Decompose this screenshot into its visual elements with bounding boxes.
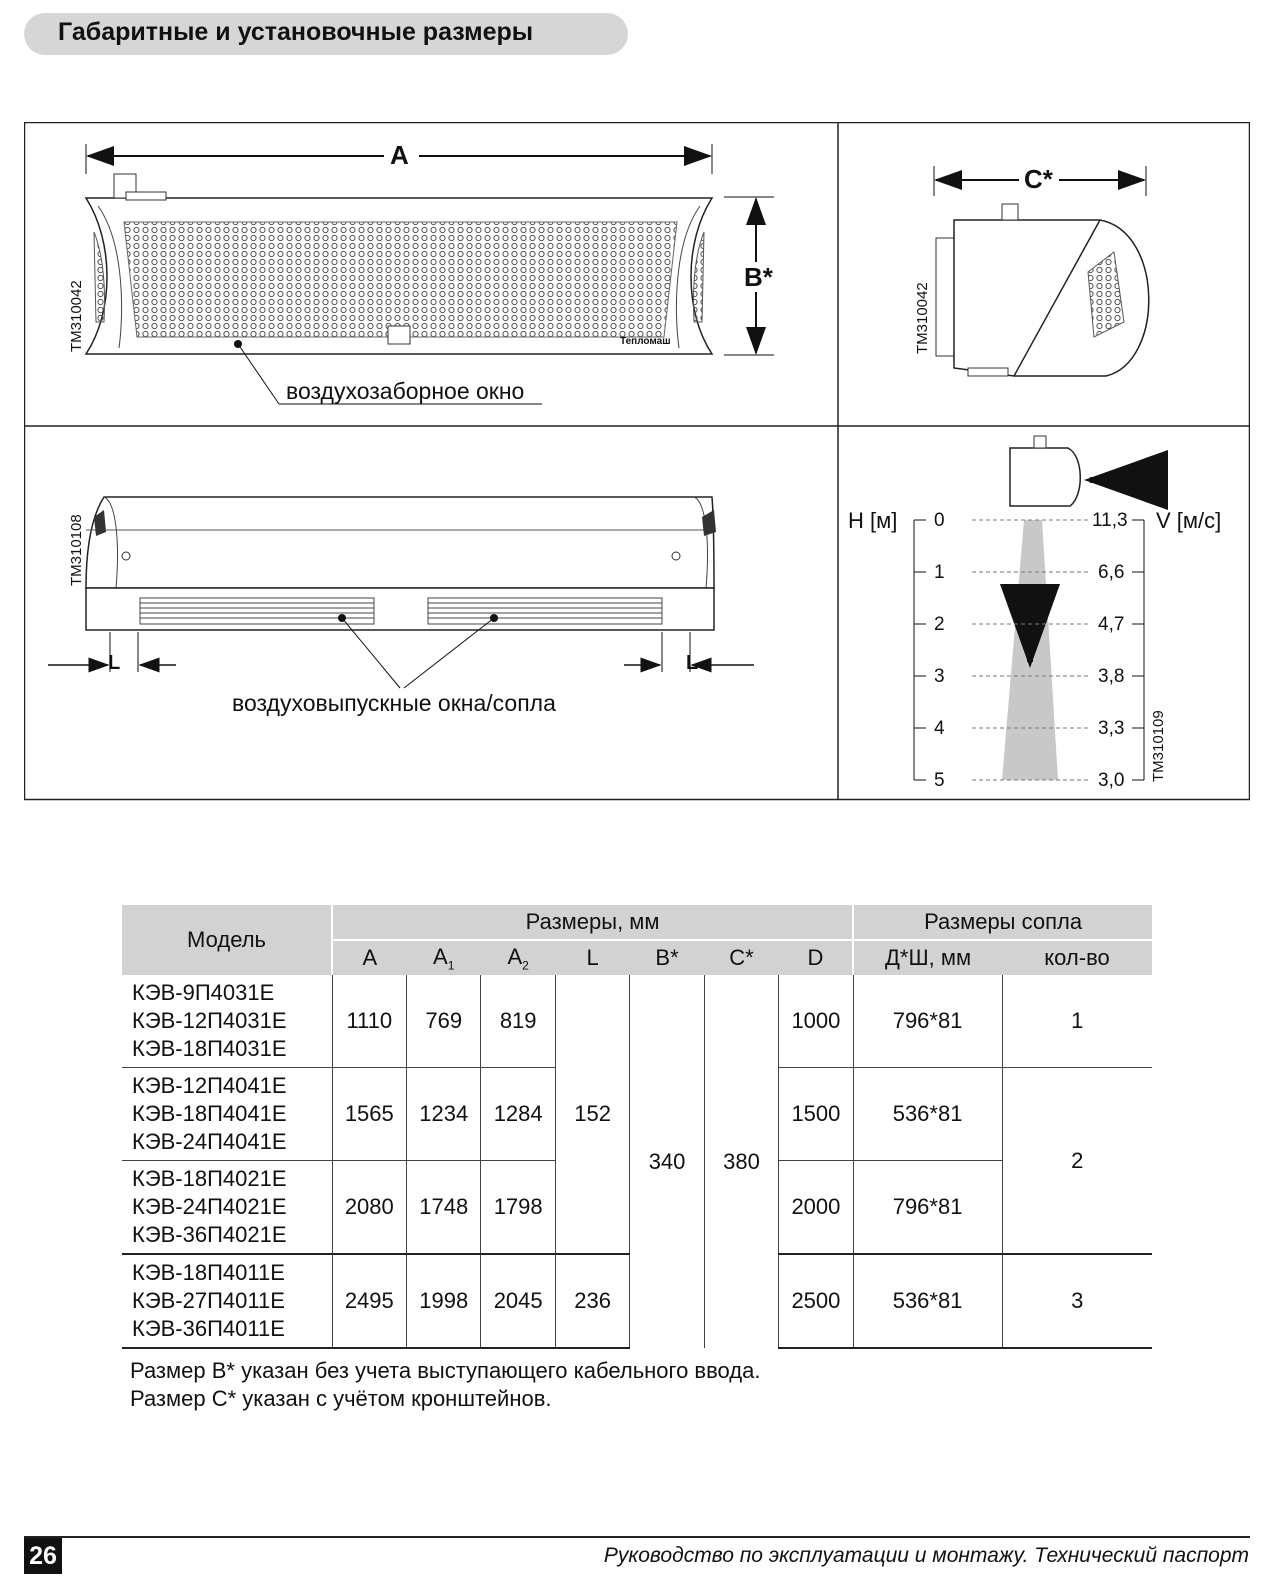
dimensions-table xyxy=(122,905,1152,1349)
graph-h-tick: 2 xyxy=(934,614,945,635)
cell-qty: 2 xyxy=(1002,1068,1152,1255)
cell-l: 152 xyxy=(555,975,629,1254)
model-cell: КЭВ-18П4011E КЭВ-27П4011E КЭВ-36П4011E xyxy=(122,1254,332,1348)
cell-a: 1565 xyxy=(332,1068,406,1161)
dimension-c-label: C* xyxy=(1024,164,1053,194)
cell-a: 2495 xyxy=(332,1254,406,1348)
col-l: L xyxy=(555,940,629,975)
drawing-code-front: ТМ310042 xyxy=(68,280,85,352)
header-model: Модель xyxy=(122,905,332,975)
cell-qty: 1 xyxy=(1002,975,1152,1068)
dimension-l-right: L xyxy=(686,652,699,674)
cell-dw: 796*81 xyxy=(853,975,1002,1068)
graph-v-tick: 3,3 xyxy=(1098,718,1125,739)
cell-d: 2500 xyxy=(779,1254,853,1348)
cell-a1: 1234 xyxy=(407,1068,481,1161)
col-a2: $A_2$ xyxy=(481,940,555,975)
cell-dw: 536*81 xyxy=(853,1068,1002,1161)
cell-a2: 2045 xyxy=(481,1254,555,1348)
graph-h-tick: 4 xyxy=(934,718,945,739)
col-a1: $A_1$ xyxy=(407,940,481,975)
cell-b: 340 xyxy=(630,975,704,1348)
cell-qty: 3 xyxy=(1002,1254,1152,1348)
cell-a: 1110 xyxy=(332,975,406,1068)
header-sizes: Размеры, мм xyxy=(332,905,853,940)
drawing-code-graph: ТМ310109 xyxy=(1150,710,1167,782)
graph-h-tick: 0 xyxy=(934,510,945,531)
cell-a2: 1798 xyxy=(481,1161,555,1255)
cell-a: 2080 xyxy=(332,1161,406,1255)
cell-a1: 769 xyxy=(407,975,481,1068)
graph-v-tick: 3,8 xyxy=(1098,666,1125,687)
note-c: Размер C* указан с учётом кронштейнов. xyxy=(130,1386,552,1411)
dimension-l-left: L xyxy=(108,652,121,674)
graph-height-label: H [м] xyxy=(848,508,898,533)
dimension-figure xyxy=(24,122,1250,812)
model-cell: КЭВ-9П4031E КЭВ-12П4031E КЭВ-18П4031E xyxy=(132,980,287,1061)
page-title: Габаритные и установочные размеры xyxy=(58,18,534,46)
cell-dw: 796*81 xyxy=(853,1161,1002,1255)
graph-velocity-label: V [м/с] xyxy=(1156,508,1222,533)
cell-dw: 536*81 xyxy=(853,1254,1002,1348)
model-cell: КЭВ-18П4021E КЭВ-24П4021E КЭВ-36П4021E xyxy=(122,1161,332,1255)
intake-window-label: воздухозаборное окно xyxy=(286,378,525,404)
table-row xyxy=(122,975,1152,1068)
graph-v-tick: 6,6 xyxy=(1098,562,1125,583)
footer-text: Руководство по эксплуатации и монтажу. Технический паспорт xyxy=(603,1544,1249,1567)
graph-h-tick: 1 xyxy=(934,562,945,583)
cell-a2: 819 xyxy=(481,975,555,1068)
model-cell: КЭВ-12П4041E КЭВ-18П4041E КЭВ-24П4041E xyxy=(122,1068,332,1161)
cell-d: 1500 xyxy=(779,1068,853,1161)
dimension-b-label: B* xyxy=(744,262,773,292)
cell-c: 380 xyxy=(704,975,778,1348)
col-dw: Д*Ш, мм xyxy=(853,940,1002,975)
cell-d: 1000 xyxy=(779,975,853,1068)
graph-v-tick: 11,3 xyxy=(1092,510,1128,531)
cell-a1: 1998 xyxy=(407,1254,481,1348)
table-notes xyxy=(130,1357,761,1413)
col-c: C* xyxy=(704,940,778,975)
note-b: Размер B* указан без учета выступающего кабельного ввода. xyxy=(130,1358,761,1383)
col-d: D xyxy=(779,940,853,975)
dimension-a-label: A xyxy=(390,140,409,170)
footer-rule xyxy=(24,1536,1250,1538)
graph-v-tick: 4,7 xyxy=(1098,614,1125,635)
drawing-code-side: ТМ310042 xyxy=(914,282,931,354)
graph-v-tick: 3,0 xyxy=(1098,770,1125,791)
graph-h-tick: 5 xyxy=(934,770,945,791)
cell-a1: 1748 xyxy=(407,1161,481,1255)
figure-drawing xyxy=(24,122,1250,812)
cell-a2: 1284 xyxy=(481,1068,555,1161)
graph-h-tick: 3 xyxy=(934,666,945,687)
col-a: A xyxy=(332,940,406,975)
col-b: B* xyxy=(630,940,704,975)
brand-logo: Тепломаш xyxy=(620,336,671,347)
drawing-code-bottom: ТМ310108 xyxy=(68,514,85,586)
col-qty: кол-во xyxy=(1002,940,1152,975)
table-header-row xyxy=(122,905,1152,940)
cell-d: 2000 xyxy=(779,1161,853,1255)
page-number: 26 xyxy=(24,1538,62,1574)
header-nozzle: Размеры сопла xyxy=(853,905,1152,940)
outlet-nozzles-label: воздуховыпускные окна/сопла xyxy=(232,690,556,716)
cell-l: 236 xyxy=(555,1254,629,1348)
